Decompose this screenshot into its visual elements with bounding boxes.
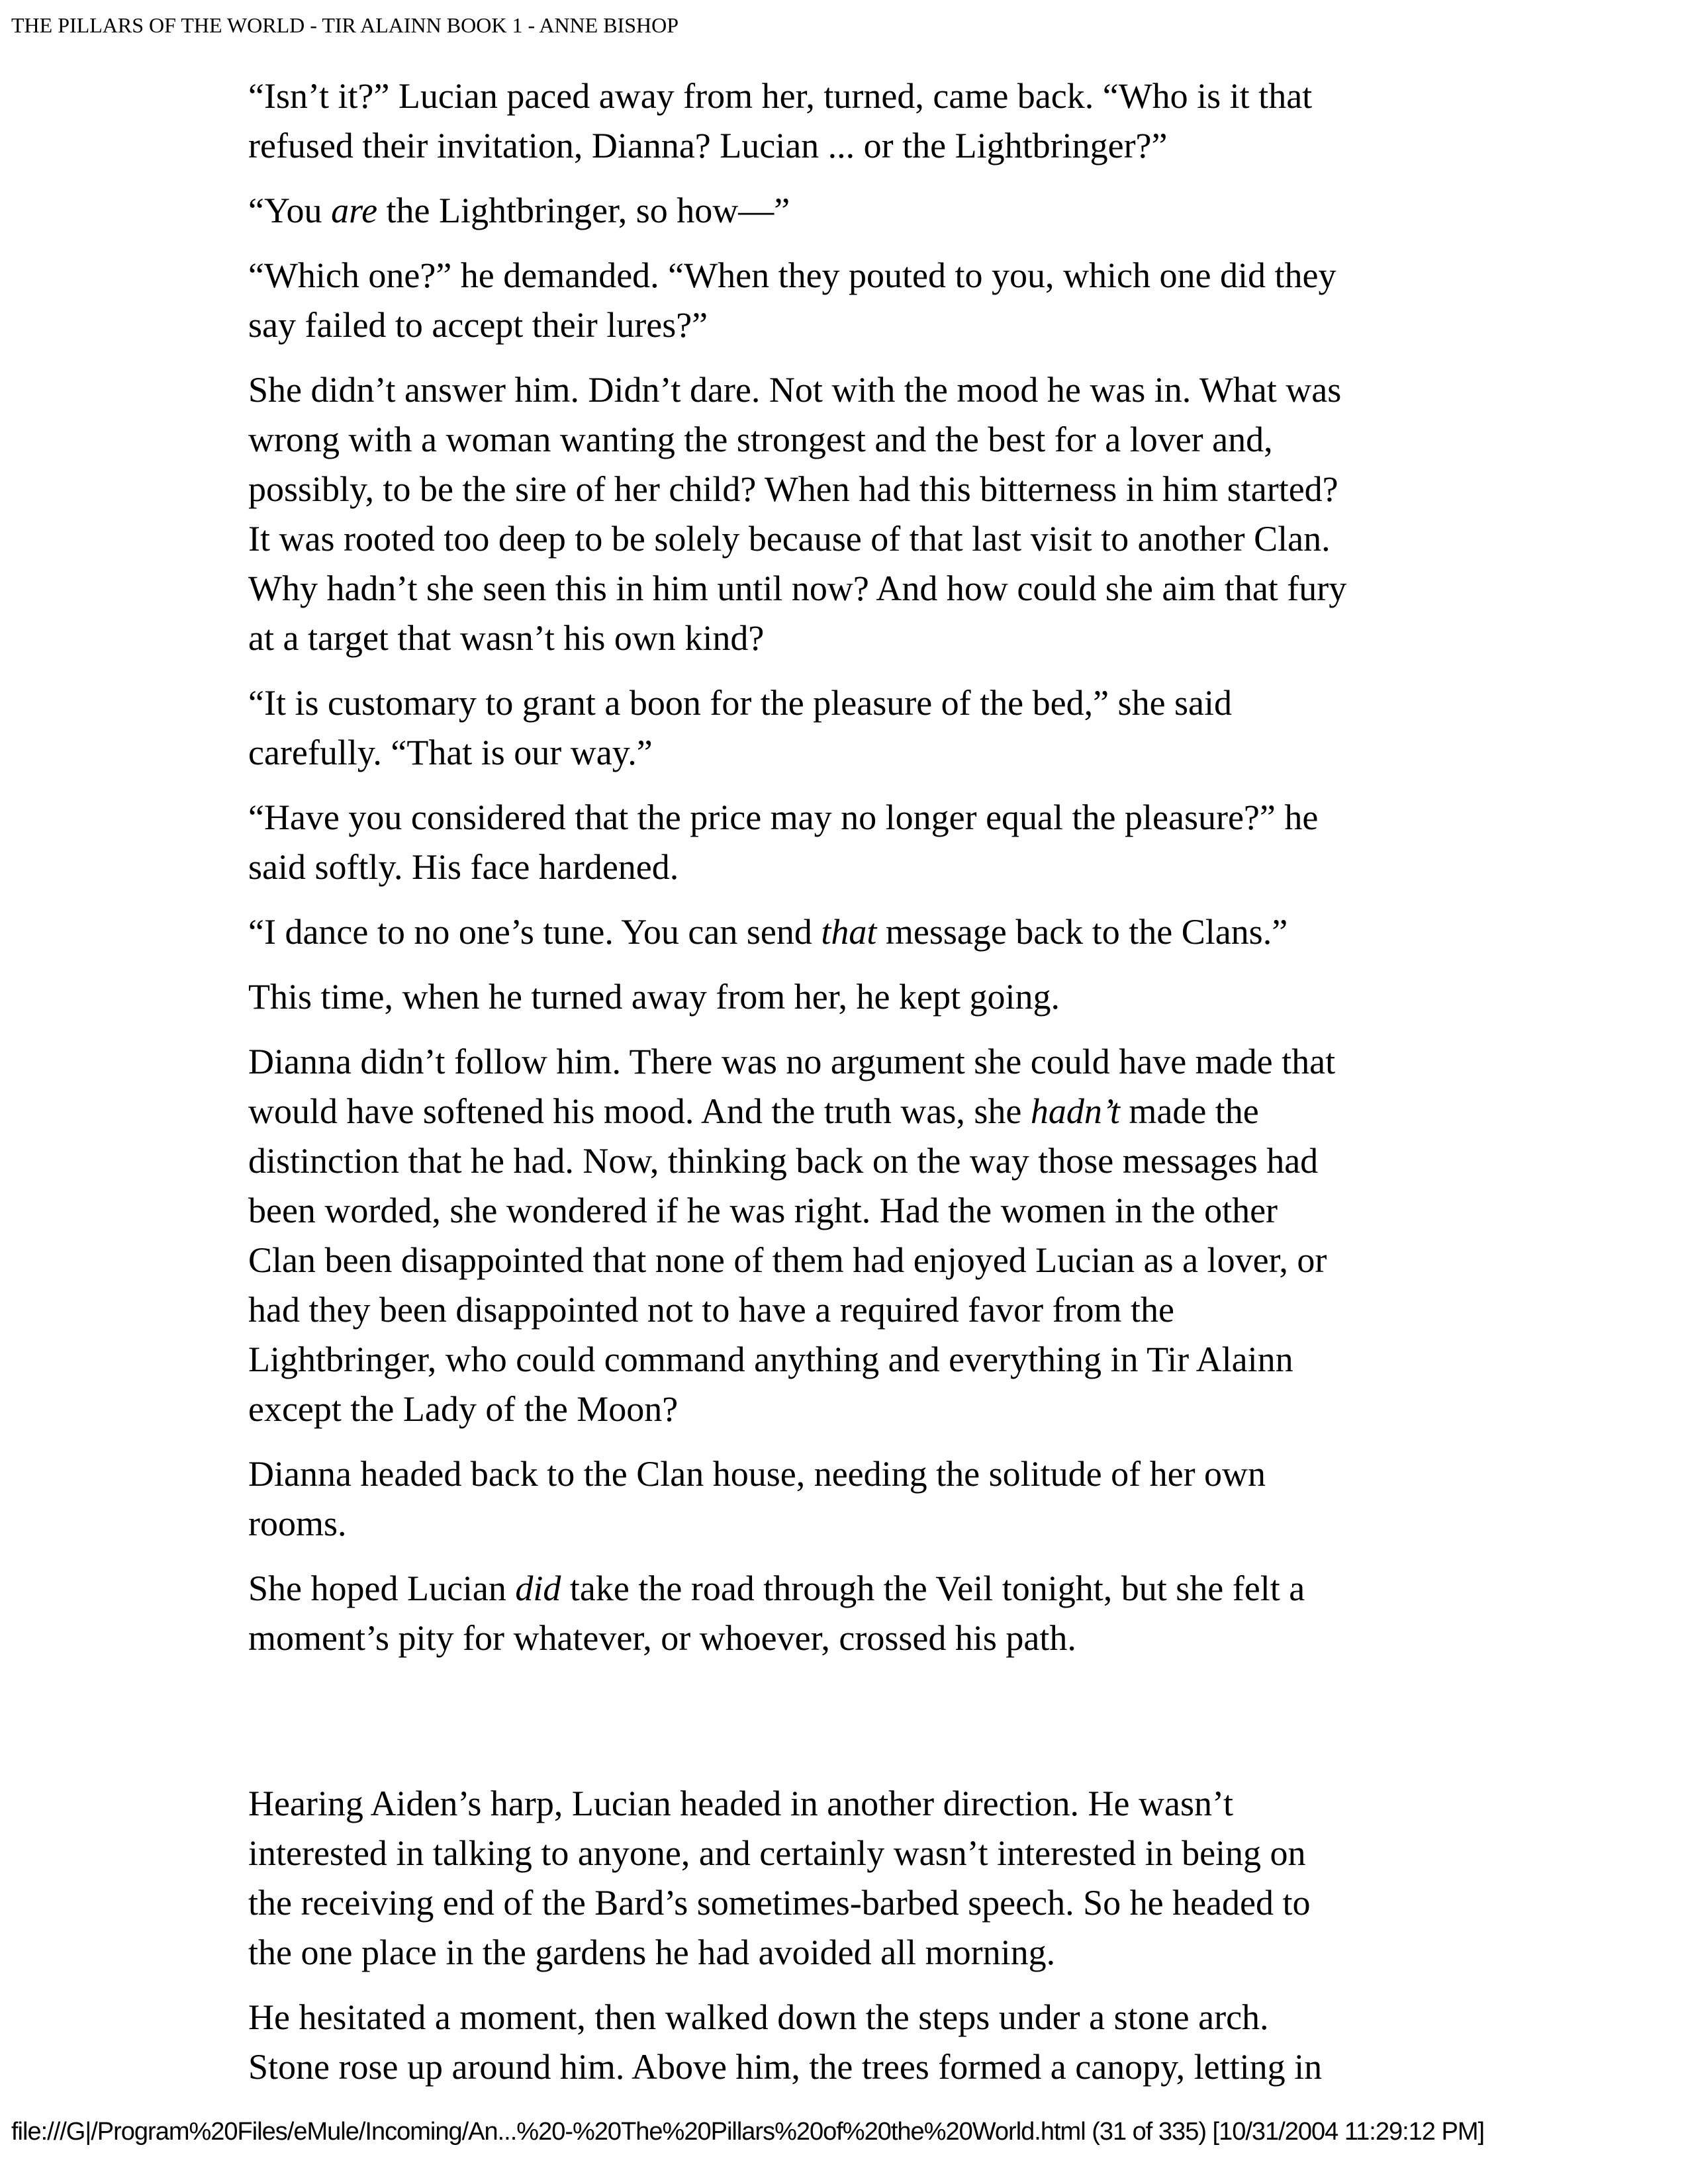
text-segment: Hearing Aiden’s harp, Lucian headed in another direction. He wasn’t: [248, 1784, 1234, 1823]
text-segment: She hoped Lucian: [248, 1569, 516, 1608]
text-line: [248, 1993, 1346, 2042]
text-line: [248, 1499, 1346, 1549]
paragraph: [248, 1037, 1346, 1434]
text-segment: wrong with a woman wanting the strongest and the best for a lover and,: [248, 420, 1273, 459]
text-segment: carefully. “That is our way.”: [248, 733, 653, 772]
text-line: [248, 907, 1346, 957]
page-footer-url: file:///G|/Program%20Files/eMule/Incoming/An...%20-%20The%20Pillars%20of%20the%20World.html (31 of 335) [10/31/2004 11:29:12 PM]: [11, 2118, 1485, 2146]
text-segment: rooms.: [248, 1504, 347, 1543]
text-segment: Clan been disappointed that none of them had enjoyed Lucian as a lover, or: [248, 1240, 1327, 1280]
text-line: [248, 1449, 1346, 1499]
text-line: [248, 1564, 1346, 1614]
text-segment: possibly, to be the sire of her child? When had this bitterness in him started?: [248, 469, 1338, 509]
text-line: [248, 678, 1346, 728]
paragraph: [248, 1449, 1346, 1549]
italic-text: are: [331, 191, 378, 230]
text-segment: take the road through the Veil tonight, but she felt a: [561, 1569, 1305, 1608]
text-line: [248, 1829, 1346, 1878]
text-line: [248, 564, 1346, 614]
text-line: [248, 614, 1346, 663]
text-line: [248, 186, 1346, 236]
paragraph: [248, 1564, 1346, 1663]
text-line: [248, 1614, 1346, 1663]
text-line: [248, 365, 1346, 415]
text-segment: It was rooted too deep to be solely because of that last visit to another Clan.: [248, 519, 1331, 559]
text-segment: had they been disappointed not to have a required favor from the: [248, 1290, 1175, 1330]
italic-text: did: [515, 1569, 561, 1608]
text-line: [248, 415, 1346, 465]
text-line: [248, 465, 1346, 514]
paragraph: [248, 793, 1346, 892]
text-line: [248, 793, 1346, 842]
text-segment: distinction that he had. Now, thinking back on the way those messages had: [248, 1141, 1319, 1181]
text-segment: say failed to accept their lures?”: [248, 305, 708, 345]
text-segment: “You: [248, 191, 332, 230]
text-segment: She didn’t answer him. Didn’t dare. Not with the mood he was in. What was: [248, 370, 1342, 410]
text-segment: He hesitated a moment, then walked down the steps under a stone arch.: [248, 1997, 1269, 2037]
text-line: [248, 121, 1346, 171]
text-line: [248, 1186, 1346, 1236]
text-line: [248, 514, 1346, 564]
text-segment: This time, when he turned away from her, he kept going.: [248, 977, 1060, 1017]
text-segment: the one place in the gardens he had avoided all morning.: [248, 1933, 1056, 1972]
paragraph: [248, 1779, 1346, 1978]
text-segment: “Isn’t it?” Lucian paced away from her, turned, came back. “Who is it that: [248, 76, 1313, 116]
text-segment: except the Lady of the Moon?: [248, 1389, 679, 1429]
paragraph: [248, 251, 1346, 350]
text-segment: message back to the Clans.”: [876, 912, 1288, 952]
text-line: [248, 2042, 1346, 2092]
text-line: [248, 71, 1346, 121]
page-header-title: THE PILLARS OF THE WORLD - TIR ALAINN BOOK 1 - ANNE BISHOP: [11, 13, 679, 37]
text-segment: been worded, she wondered if he was right. Had the women in the other: [248, 1191, 1278, 1230]
text-segment: at a target that wasn’t his own kind?: [248, 618, 765, 658]
text-line: [248, 1385, 1346, 1434]
text-line: [248, 1136, 1346, 1186]
text-segment: Dianna headed back to the Clan house, needing the solitude of her own: [248, 1454, 1266, 1494]
text-line: [248, 1928, 1346, 1978]
italic-text: that: [821, 912, 877, 952]
text-segment: the receiving end of the Bard’s sometimes-barbed speech. So he headed to: [248, 1883, 1311, 1923]
text-line: [248, 251, 1346, 300]
paragraph: [248, 678, 1346, 778]
paragraph: [248, 907, 1346, 957]
text-segment: Lightbringer, who could command anything and everything in Tir Alainn: [248, 1340, 1293, 1379]
text-segment: “It is customary to grant a boon for the pleasure of the bed,” she said: [248, 683, 1233, 723]
text-segment: Dianna didn’t follow him. There was no argument she could have made that: [248, 1042, 1336, 1081]
text-segment: “I dance to no one’s tune. You can send: [248, 912, 821, 952]
paragraph: [248, 186, 1346, 236]
text-line: [248, 842, 1346, 892]
text-line: [248, 1878, 1346, 1928]
text-line: [248, 1236, 1346, 1285]
paragraph: [248, 365, 1346, 663]
text-segment: Why hadn’t she seen this in him until now? And how could she aim that fury: [248, 569, 1347, 608]
paragraph: [248, 1993, 1346, 2092]
text-segment: “Which one?” he demanded. “When they pouted to you, which one did they: [248, 255, 1336, 295]
text-segment: Stone rose up around him. Above him, the trees formed a canopy, letting in: [248, 2047, 1323, 2087]
text-segment: said softly. His face hardened.: [248, 847, 679, 887]
text-line: [248, 1087, 1346, 1136]
text-line: [248, 728, 1346, 778]
italic-text: hadn’t: [1030, 1091, 1120, 1131]
text-segment: moment’s pity for whatever, or whoever, crossed his path.: [248, 1618, 1076, 1658]
text-line: [248, 300, 1346, 350]
text-segment: refused their invitation, Dianna? Lucian ... or the Lightbringer?”: [248, 126, 1168, 165]
text-line: [248, 1285, 1346, 1335]
text-line: [248, 1779, 1346, 1829]
text-segment: the Lightbringer, so how—”: [377, 191, 790, 230]
text-line: [248, 1037, 1346, 1087]
text-line: [248, 1335, 1346, 1385]
text-line: [248, 972, 1346, 1022]
paragraph: [248, 972, 1346, 1022]
book-text: [248, 71, 1346, 2107]
text-segment: made the: [1119, 1091, 1259, 1131]
text-segment: “Have you considered that the price may no longer equal the pleasure?” he: [248, 797, 1319, 837]
paragraph: [248, 71, 1346, 171]
text-segment: would have softened his mood. And the truth was, she: [248, 1091, 1031, 1131]
text-segment: interested in talking to anyone, and certainly wasn’t interested in being on: [248, 1833, 1306, 1873]
